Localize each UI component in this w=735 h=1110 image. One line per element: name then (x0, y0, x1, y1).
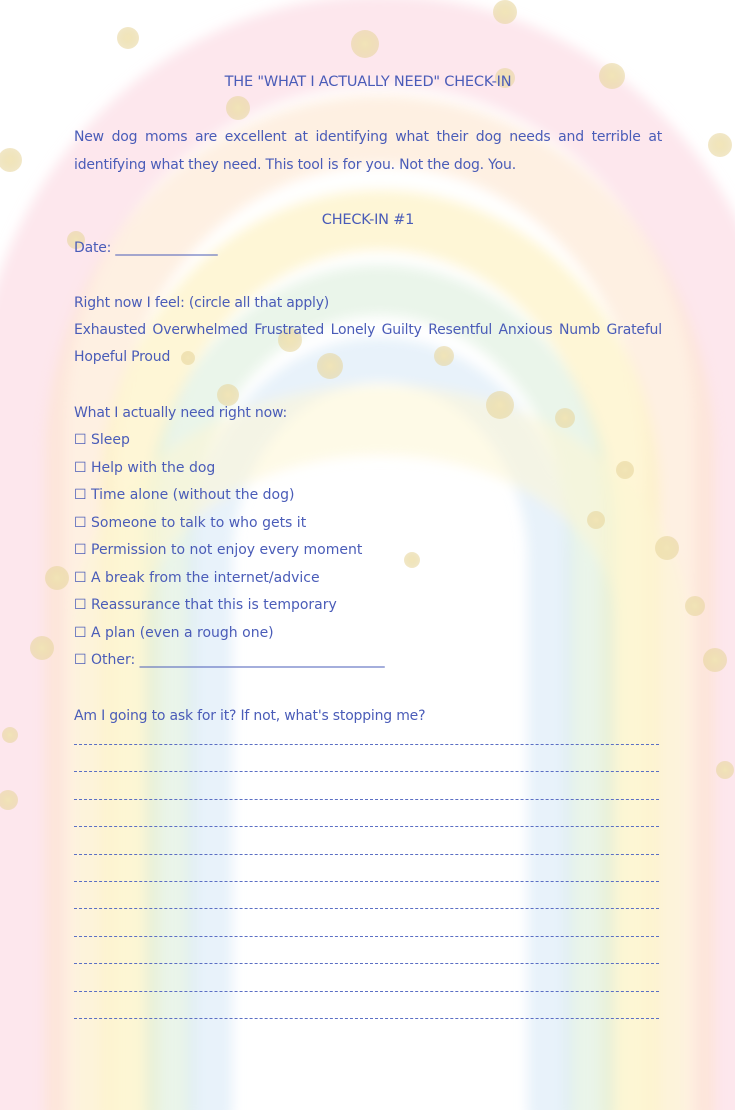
need-checkbox-item[interactable]: ☐ Someone to talk to who gets it (74, 514, 307, 531)
need-checkbox-item[interactable]: ☐ Permission to not enjoy every moment (74, 542, 363, 558)
date-field[interactable]: Date: _______________ (74, 240, 218, 256)
answer-line[interactable] (74, 744, 659, 745)
feeling-option[interactable]: Exhausted (74, 322, 146, 338)
need-checkbox-item[interactable]: ☐ A plan (even a rough one) (74, 624, 274, 641)
feelings-list (74, 317, 662, 371)
answer-line[interactable] (74, 936, 659, 937)
need-checkbox-item[interactable]: ☐ Other: ___________________________________ (74, 652, 385, 668)
feeling-option[interactable]: Resentful (428, 322, 493, 338)
feeling-option[interactable]: Anxious (498, 322, 553, 338)
feeling-option[interactable]: Overwhelmed (152, 322, 248, 338)
answer-line[interactable] (74, 771, 659, 772)
answer-line[interactable] (74, 963, 659, 964)
answer-line[interactable] (74, 991, 659, 992)
feeling-option[interactable]: Lonely (330, 322, 376, 338)
answer-line[interactable] (74, 881, 659, 882)
feeling-option[interactable]: Guilty (381, 322, 422, 338)
feel-prompt: Right now I feel: (circle all that apply) (74, 295, 330, 311)
feeling-option[interactable]: Proud (131, 349, 171, 365)
feeling-option[interactable]: Numb (558, 322, 601, 338)
intro-paragraph: New dog moms are excellent at identifying what their dog needs and terrible at identifying what they need. This tool is for you. Not the dog. You. (74, 129, 662, 173)
answer-line[interactable] (74, 1018, 659, 1019)
answer-line[interactable] (74, 799, 659, 800)
need-prompt: What I actually need right now: (74, 405, 287, 421)
feeling-option[interactable]: Frustrated (254, 322, 325, 338)
page-title: THE "WHAT I ACTUALLY NEED" CHECK-IN (224, 74, 512, 90)
checkin-heading: CHECK-IN #1 (321, 212, 415, 228)
answer-line[interactable] (74, 826, 659, 827)
need-checkbox-item[interactable]: ☐ A break from the internet/advice (74, 569, 320, 586)
need-checkbox-item[interactable]: ☐ Reassurance that this is temporary (74, 597, 337, 613)
answer-line[interactable] (74, 854, 659, 855)
need-checkbox-item[interactable]: ☐ Time alone (without the dog) (74, 487, 295, 503)
feeling-option[interactable]: Hopeful (74, 349, 127, 365)
ask-prompt: Am I going to ask for it? If not, what's stopping me? (74, 708, 426, 724)
feeling-option[interactable]: Grateful (606, 322, 662, 338)
need-checkbox-item[interactable]: ☐ Help with the dog (74, 459, 216, 476)
need-checkbox-item[interactable]: ☐ Sleep (74, 432, 130, 448)
answer-line[interactable] (74, 908, 659, 909)
